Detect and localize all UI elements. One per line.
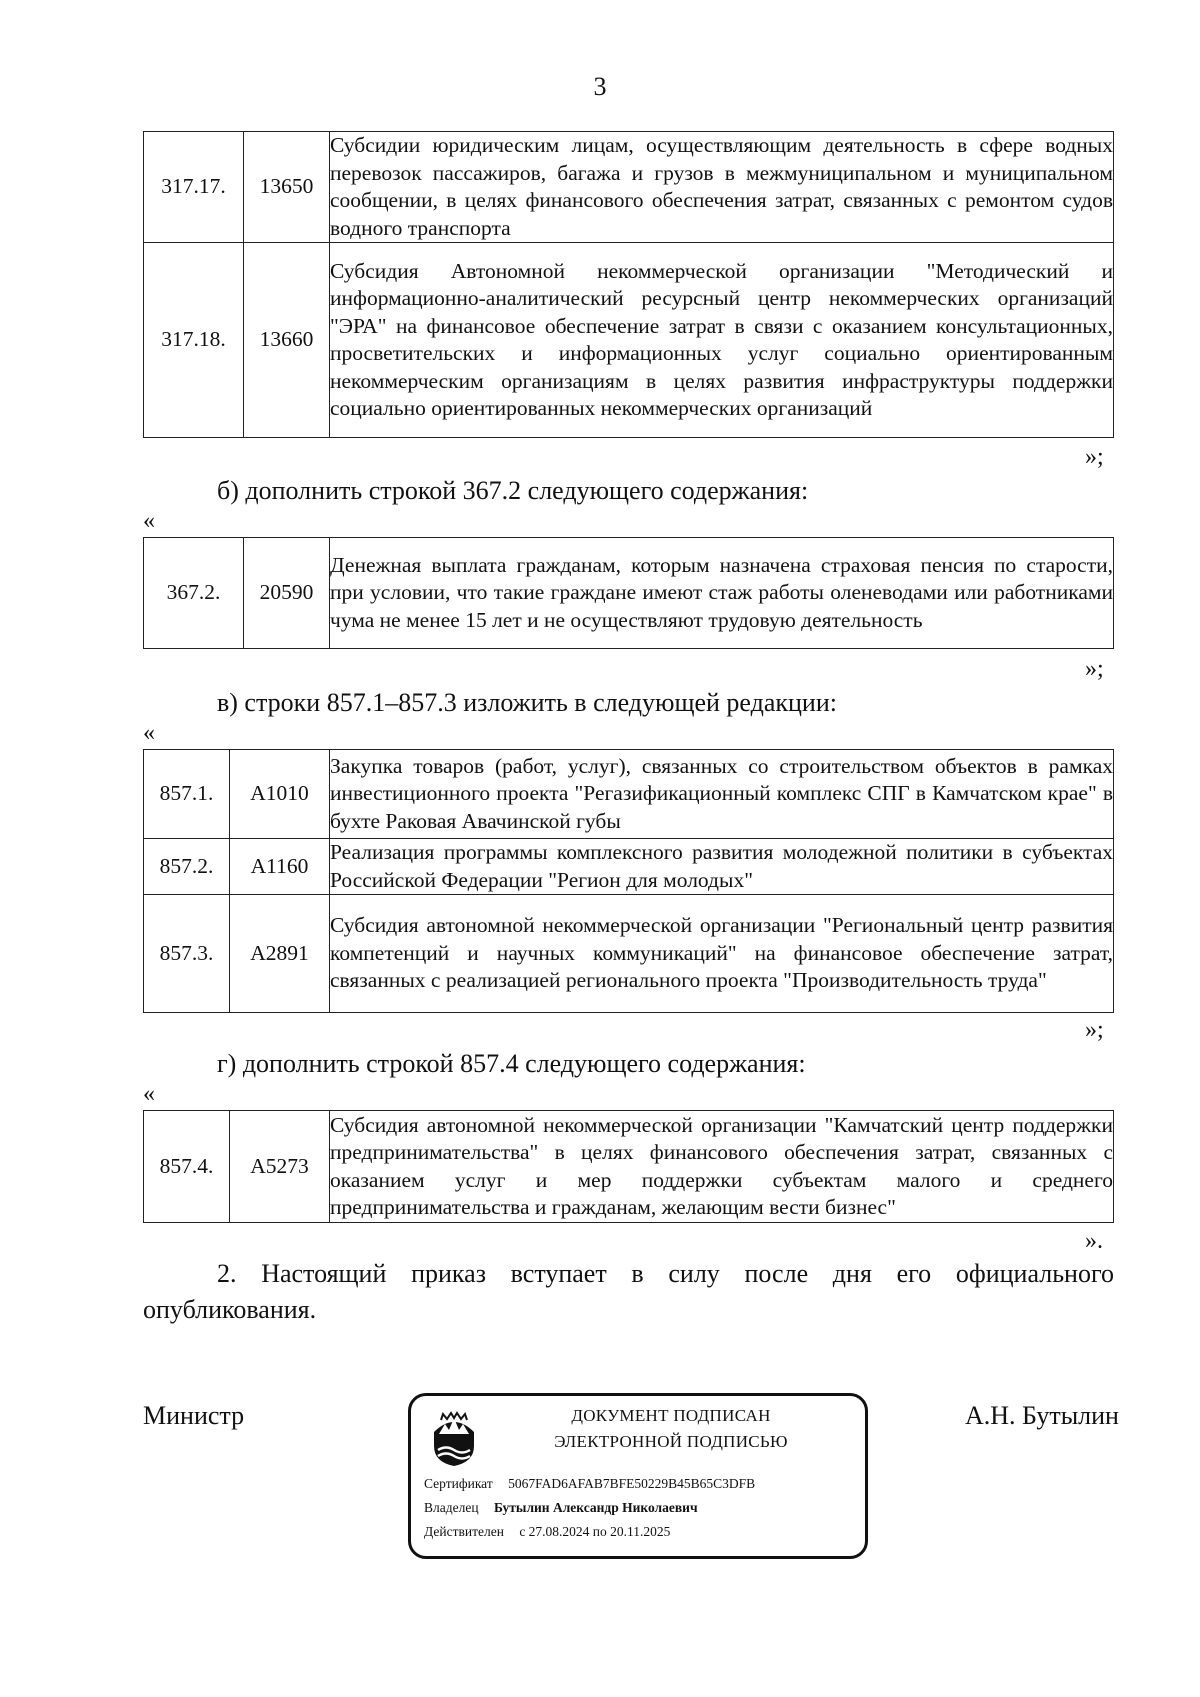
stamp-certificate xyxy=(424,1476,755,1492)
owner-value: Бутылин Александр Николаевич xyxy=(493,1500,698,1515)
row-number: 857.4. xyxy=(144,1111,230,1223)
instruction-b: б) дополнить строкой 367.2 следующего содержания: xyxy=(217,476,809,505)
row-code: А1010 xyxy=(230,750,330,839)
table-857-4 xyxy=(143,1110,1114,1223)
owner-label: Владелец xyxy=(424,1500,479,1515)
table-367 xyxy=(143,537,1114,649)
row-code: 13660 xyxy=(244,243,330,438)
signature-name: А.Н. Бутылин xyxy=(965,1401,1119,1430)
row-description: Субсидия автономной некоммерческой организации "Региональный центр развития компетенций и научных коммуникаций" на финансовое обеспечение затрат, связанных с реализацией регионального проекта "Производительность труда" xyxy=(330,895,1114,1013)
row-code: 20590 xyxy=(244,538,330,649)
row-code: 13650 xyxy=(244,132,330,243)
table-857 xyxy=(143,749,1114,1013)
instruction-g: г) дополнить строкой 857.4 следующего содержания: xyxy=(217,1049,806,1078)
stamp-validity xyxy=(424,1524,670,1540)
open-quote: « xyxy=(143,508,155,534)
row-description: Закупка товаров (работ, услуг), связанных со строительством объектов в рамках инвестиционного проекта "Регазификационный комплекс СПГ в Камчатском крае" в бухте Раковая Авачинской губы xyxy=(330,750,1114,839)
row-number: 367.2. xyxy=(144,538,244,649)
row-number: 857.1. xyxy=(144,750,230,839)
stamp-title-line2: ЭЛЕКТРОННОЙ ПОДПИСЬЮ xyxy=(554,1432,788,1451)
row-number: 857.2. xyxy=(144,839,230,895)
instruction-v: в) строки 857.1–857.3 изложить в следующей редакции: xyxy=(217,688,837,717)
signature-title: Министр xyxy=(143,1401,245,1430)
table-317 xyxy=(143,131,1114,438)
row-code: А5273 xyxy=(230,1111,330,1223)
table-row xyxy=(144,750,1114,839)
row-number: 317.18. xyxy=(144,243,244,438)
table-row xyxy=(144,538,1114,649)
table-row xyxy=(144,839,1114,895)
final-quote: ». xyxy=(1085,1228,1103,1254)
open-quote: « xyxy=(143,1081,155,1107)
paragraph-2: 2. Настоящий приказ вступает в силу после дня его официального опубликования. xyxy=(143,1259,1114,1324)
closing-quote: »; xyxy=(1085,656,1104,682)
row-code: А2891 xyxy=(230,895,330,1013)
open-quote: « xyxy=(143,720,155,746)
stamp-owner xyxy=(424,1500,698,1516)
table-row xyxy=(144,243,1114,438)
e-signature-stamp xyxy=(408,1393,868,1559)
page-number: 3 xyxy=(593,72,607,101)
row-number: 857.3. xyxy=(144,895,230,1013)
coat-of-arms-icon xyxy=(429,1410,479,1468)
table-row xyxy=(144,895,1114,1013)
row-description: Реализация программы комплексного развития молодежной политики в субъектах Российской Федерации "Регион для молодых" xyxy=(330,839,1114,895)
validity-value: с 27.08.2024 по 20.11.2025 xyxy=(519,1524,671,1539)
row-number: 317.17. xyxy=(144,132,244,243)
row-description: Субсидии юридическим лицам, осуществляющим деятельность в сфере водных перевозок пассажиров, багажа и грузов в межмуниципальном и муниципальном сообщении, в целях финансового обеспечения затрат, связанных с ремонтом судов водного транспорта xyxy=(330,132,1114,243)
row-description: Субсидия Автономной некоммерческой организации "Методический и информационно-аналитический ресурсный центр некоммерческих организаций "ЭРА" на финансовое обеспечение затрат в связи с оказанием консультационных, просветительских и информационных услуг социально ориентированным некоммерческим организациям в целях развития инфраструктуры поддержки социально ориентированных некоммерческих организаций xyxy=(330,243,1114,438)
stamp-title-line1: ДОКУМЕНТ ПОДПИСАН xyxy=(571,1406,771,1425)
certificate-label: Сертификат xyxy=(424,1476,493,1491)
closing-quote: »; xyxy=(1085,444,1104,470)
row-description: Субсидия автономной некоммерческой организации "Камчатский центр поддержки предпринимательства" в целях финансового обеспечения затрат, связанных с оказанием услуг и мер поддержки субъектам малого и среднего предпринимательства и гражданам, желающим вести бизнес" xyxy=(330,1111,1114,1223)
row-code: А1160 xyxy=(230,839,330,895)
table-row xyxy=(144,1111,1114,1223)
validity-label: Действителен xyxy=(424,1524,504,1539)
row-description: Денежная выплата гражданам, которым назначена страховая пенсия по старости, при условии, что такие граждане имеют стаж работы оленеводами или работниками чума не менее 15 лет и не осуществляют трудовую деятельность xyxy=(330,538,1114,649)
closing-quote: »; xyxy=(1085,1017,1104,1043)
table-row xyxy=(144,132,1114,243)
certificate-value: 5067FAD6AFAB7BFE50229B45B65C3DFB xyxy=(508,1476,756,1491)
